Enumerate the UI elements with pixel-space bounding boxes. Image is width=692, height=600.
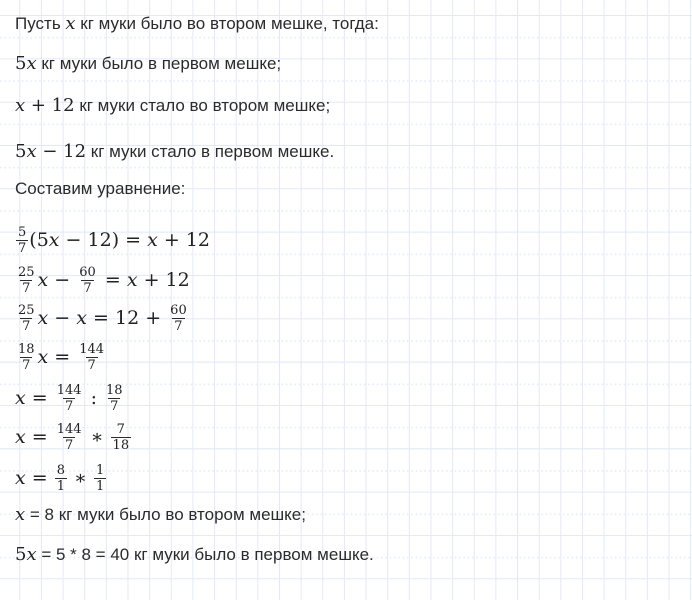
math-variable: x: [147, 229, 158, 251]
fraction-numerator: 144: [56, 382, 82, 398]
answer-second-bag: [15, 504, 306, 526]
math-segment: =: [48, 346, 77, 368]
fraction: [16, 343, 37, 373]
fraction: [16, 304, 37, 334]
fraction-numerator: 144: [79, 341, 105, 357]
fraction-denominator: 7: [87, 358, 96, 374]
math-segment: + 12: [25, 95, 75, 116]
math-segment: =: [98, 269, 127, 291]
math-segment: ∗: [68, 467, 93, 489]
math-variable: x: [37, 346, 49, 368]
statement-second-bag: [15, 13, 379, 35]
equation-4: [15, 342, 107, 373]
fraction-denominator: 7: [83, 281, 92, 297]
math-segment: 5: [15, 53, 27, 74]
equation-6: [15, 422, 132, 453]
fraction-numerator: 60: [170, 302, 187, 318]
math-variable: x: [37, 307, 49, 329]
math-segment: − 12) =: [59, 229, 148, 251]
fraction-denominator: 18: [112, 438, 130, 454]
equation-3: [15, 303, 190, 334]
math-variable: x: [126, 269, 138, 291]
fraction-denominator: 7: [22, 281, 31, 297]
fraction: [77, 343, 106, 373]
text-segment: кг муки было в первом мешке;: [36, 54, 282, 73]
fraction: [55, 384, 84, 414]
fraction-numerator: 5: [18, 224, 27, 240]
math-segment: + 12: [157, 229, 211, 251]
fraction-numerator: 60: [79, 264, 96, 280]
statement-first-bag: [15, 53, 281, 75]
math-variable: x: [26, 141, 37, 162]
math-segment: =: [25, 426, 54, 448]
fraction: [111, 423, 132, 453]
math-variable: x: [15, 504, 26, 525]
fraction-denominator: 7: [64, 399, 74, 415]
math-segment: −: [48, 307, 77, 329]
answer-first-bag: [15, 544, 374, 566]
math-variable: x: [26, 544, 37, 565]
math-variable: x: [37, 269, 49, 291]
text-segment: кг муки было во втором мешке, тогда:: [75, 14, 379, 33]
fraction-denominator: 1: [96, 479, 105, 495]
math-segment: 5: [15, 141, 27, 162]
math-segment: ∗: [84, 426, 110, 448]
fraction: [55, 464, 67, 494]
math-variable: x: [15, 467, 26, 489]
statement-second-bag-after: [15, 95, 330, 117]
math-variable: x: [15, 426, 26, 448]
text-segment: кг муки стало в первом мешке.: [86, 142, 335, 161]
fraction-denominator: 7: [22, 319, 31, 335]
text-segment: кг муки стало во втором мешке;: [74, 96, 331, 115]
fraction-numerator: 25: [18, 264, 35, 280]
fraction: [94, 464, 106, 494]
fraction: [104, 384, 125, 414]
text-segment: Пусть: [15, 14, 66, 33]
math-segment: − 12: [36, 141, 87, 162]
math-variable: x: [76, 307, 87, 329]
fraction: [168, 304, 189, 334]
fraction-denominator: 7: [18, 241, 27, 257]
fraction-denominator: 7: [174, 319, 183, 335]
equation-7: [15, 463, 107, 494]
text-segment: = 8 кг муки было во втором мешке;: [25, 505, 306, 524]
math-segment: 5: [36, 229, 49, 251]
math-segment: 5: [15, 544, 27, 565]
equation-1: [15, 225, 210, 256]
statement-first-bag-after: [15, 141, 334, 163]
fraction-numerator: 7: [116, 421, 125, 437]
math-variable: x: [26, 53, 37, 74]
fraction-numerator: 1: [96, 462, 105, 478]
fraction-numerator: 144: [56, 421, 82, 437]
fraction-numerator: 18: [106, 382, 123, 398]
fraction: [16, 266, 37, 296]
math-segment: :: [84, 387, 104, 409]
math-segment: (: [29, 229, 37, 251]
fraction-numerator: 8: [56, 462, 65, 478]
fraction: [55, 423, 84, 453]
fraction-denominator: 7: [64, 438, 74, 454]
math-segment: −: [48, 269, 77, 291]
math-variable: x: [15, 387, 26, 409]
math-segment: =: [25, 467, 54, 489]
text-segment: = 5 * 8 = 40 кг муки было в первом мешке.: [36, 545, 374, 564]
fraction-denominator: 1: [56, 479, 65, 495]
equation-5: [15, 383, 126, 414]
fraction: [16, 226, 28, 256]
make-equation-label: [15, 178, 185, 200]
fraction-denominator: 7: [110, 399, 119, 415]
equation-2: [15, 265, 190, 296]
fraction: [77, 266, 98, 296]
math-variable: x: [48, 229, 60, 251]
math-segment: = 12 +: [86, 307, 168, 329]
math-variable: x: [15, 95, 26, 116]
fraction-numerator: 18: [18, 341, 35, 357]
math-variable: x: [65, 13, 76, 34]
fraction-denominator: 7: [22, 358, 31, 374]
fraction-numerator: 25: [18, 302, 35, 318]
math-segment: + 12: [137, 269, 190, 291]
math-segment: =: [25, 387, 54, 409]
text-segment: Составим уравнение:: [15, 179, 186, 198]
